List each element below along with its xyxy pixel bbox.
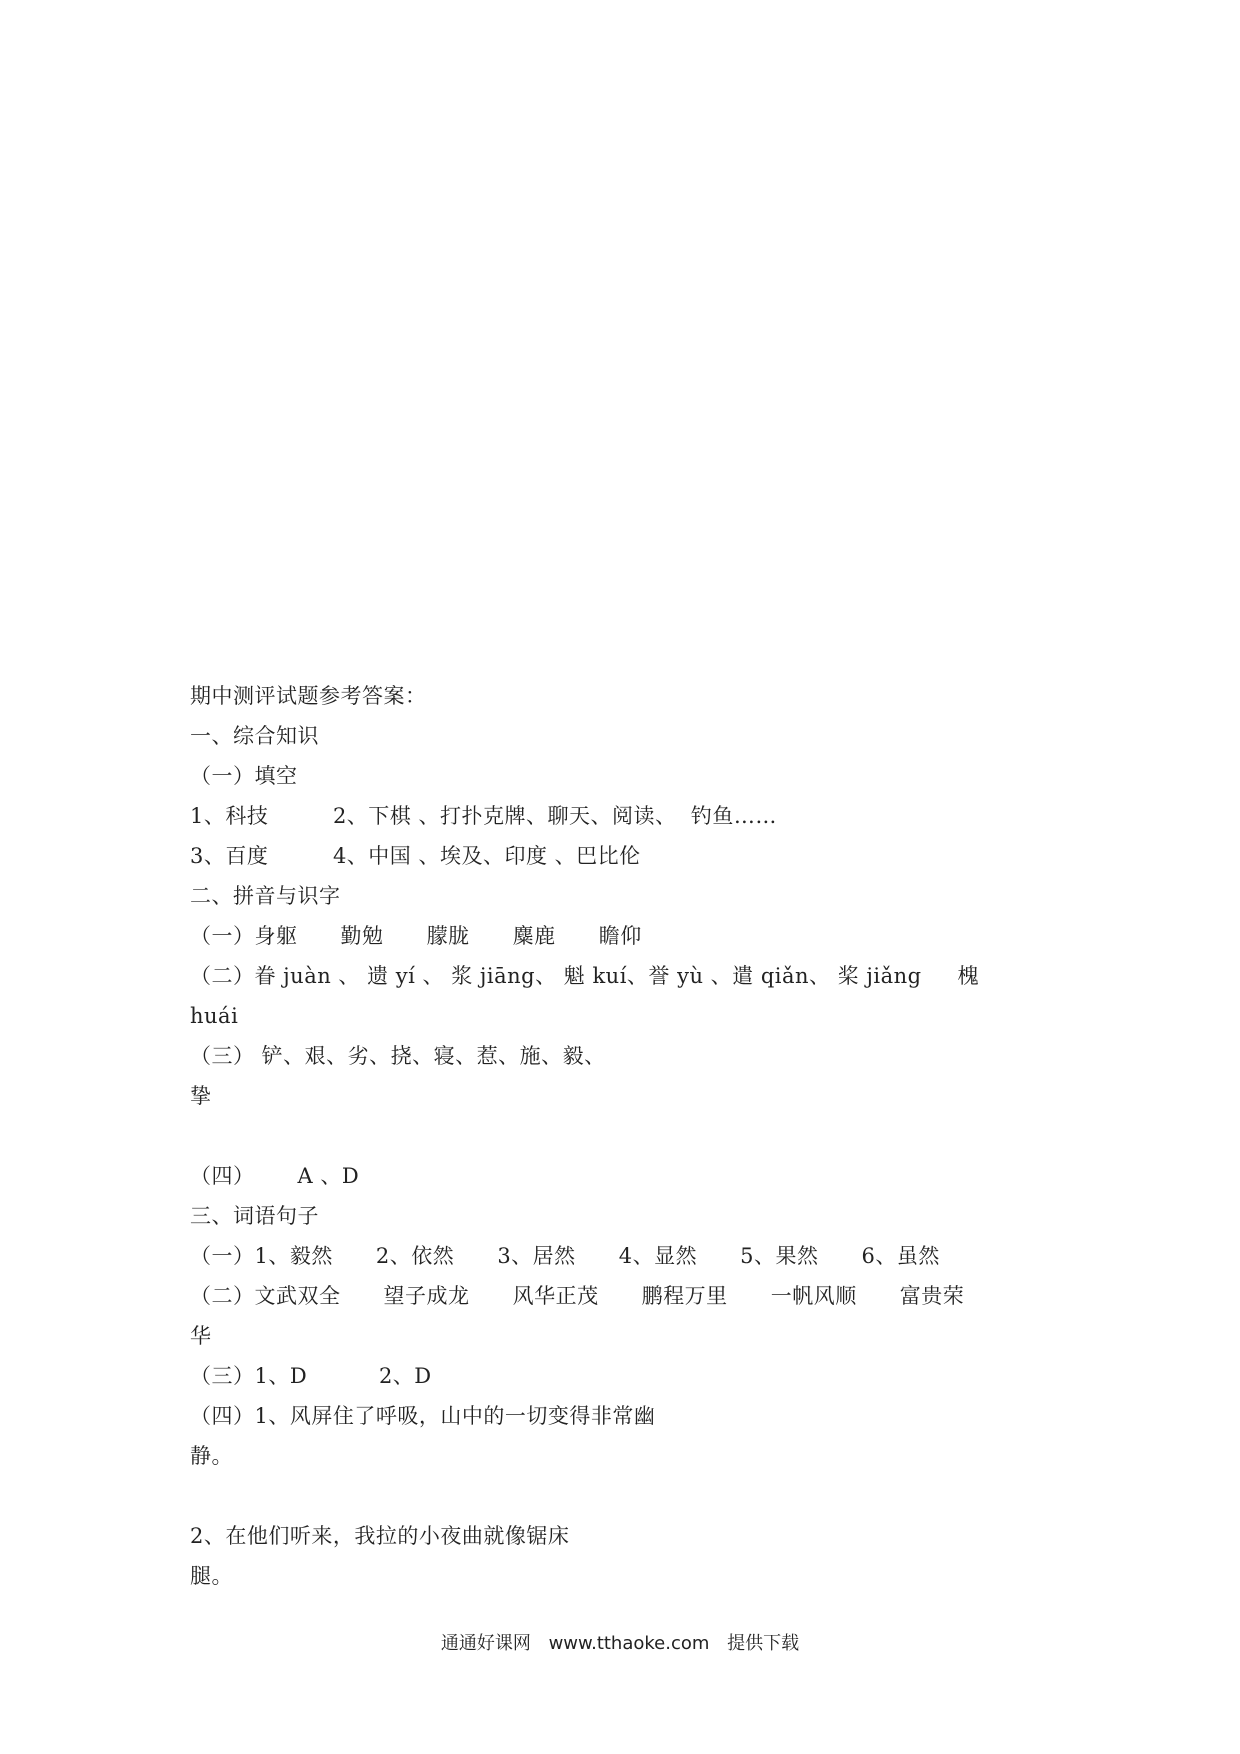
answer-line-continued: 挚: [190, 1084, 212, 1108]
answer-line-continued: 华: [190, 1324, 212, 1348]
answer-line: （四）1、风屏住了呼吸，山中的一切变得非常幽: [190, 1404, 656, 1428]
section-heading-3: 三、词语句子: [190, 1204, 319, 1228]
answer-line: （一）1、毅然 2、依然 3、居然 4、显然 5、果然 6、虽然: [190, 1244, 940, 1268]
answer-line-continued: 腿。: [190, 1564, 233, 1588]
answer-line: （二）眷 juàn 、 遗 yí 、 浆 jiāng、 魁 kuí、誉 yù 、遣 qiǎn、 桨 jiǎng 槐: [190, 964, 979, 988]
answer-line: 2、在他们听来，我拉的小夜曲就像锯床: [190, 1524, 570, 1548]
answer-line: 3、百度 4、中国 、埃及、印度 、巴比伦: [190, 844, 641, 868]
answer-line-continued: 静。: [190, 1444, 233, 1468]
answer-line-continued: huái: [190, 1004, 239, 1028]
answer-line: （一）身躯 勤勉 朦胧 麋鹿 瞻仰: [190, 924, 642, 948]
page-footer: [0, 1632, 1240, 1656]
footer-site-name: 通通好课网: [440, 1633, 531, 1654]
answer-line: （三） 铲、艰、劣、挠、寝、惹、施、毅、: [190, 1044, 606, 1068]
footer-suffix: 提供下载: [727, 1633, 800, 1654]
answer-line: （三）1、D 2、D: [190, 1364, 432, 1388]
section-heading-2: 二、拼音与识字: [190, 884, 341, 908]
answer-line: （四） A 、D: [190, 1164, 360, 1188]
document-title: 期中测评试题参考答案：: [190, 684, 427, 708]
section-heading-1: 一、综合知识: [190, 724, 319, 748]
answer-line: 1、科技 2、下棋 、打扑克牌、聊天、阅读、 钓鱼……: [190, 804, 777, 828]
footer-url: www.tthaoke.com: [548, 1633, 710, 1654]
answer-line: （二）文武双全 望子成龙 风华正茂 鹏程万里 一帆风顺 富贵荣: [190, 1284, 965, 1308]
subsection-fill-blank: （一）填空: [190, 764, 298, 788]
